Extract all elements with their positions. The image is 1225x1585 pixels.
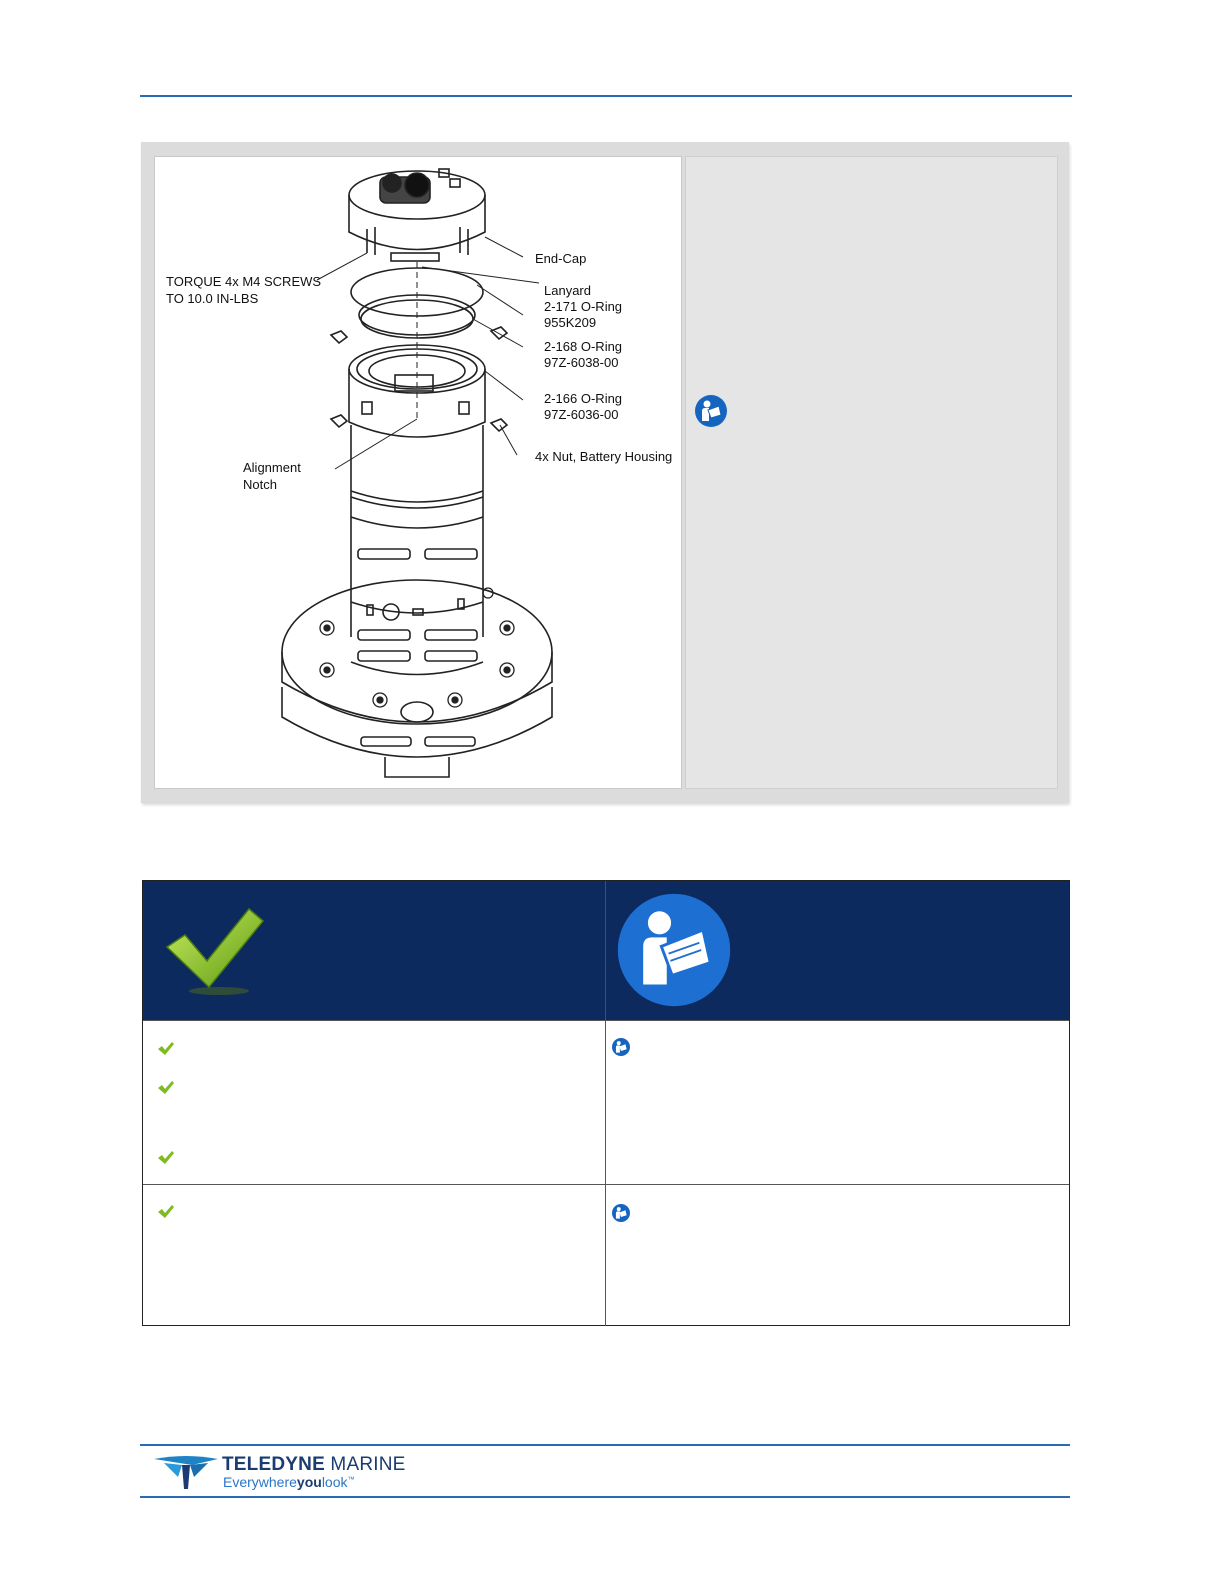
oring-171-part-callout: 955K209 — [544, 315, 597, 330]
row-1-checklist-cell — [143, 1021, 606, 1185]
row-2-manual-cell — [606, 1185, 1069, 1326]
read-manual-icon — [612, 1204, 630, 1222]
footer-rule-bottom — [140, 1496, 1070, 1498]
oring-171-callout: 2-171 O-Ring — [544, 299, 623, 314]
table-header-checklist — [143, 881, 606, 1020]
exploded-view-drawing — [155, 157, 681, 788]
figure-notes-panel — [685, 156, 1058, 789]
checkmark-icon — [157, 1149, 175, 1167]
lanyard-callout: Lanyard — [544, 283, 591, 298]
footer-rule-top — [140, 1444, 1070, 1446]
brand-name — [222, 1454, 406, 1476]
oring-168-part-callout: 97Z-6038-00 — [544, 355, 619, 370]
tagline-part-a: Everywhere — [223, 1474, 297, 1490]
maintenance-table — [142, 880, 1070, 1326]
checkmark-icon — [163, 903, 267, 999]
oring-166-part-callout: 97Z-6036-00 — [544, 407, 619, 422]
tagline-trademark: ™ — [347, 1476, 355, 1484]
checkmark-icon — [157, 1079, 175, 1097]
alignment-callout-line2: Notch — [243, 477, 277, 492]
oring-168-callout: 2-168 O-Ring — [544, 339, 623, 354]
torque-callout-line2: TO 10.0 IN-LBS — [166, 291, 259, 306]
checkmark-icon — [157, 1203, 175, 1221]
header-rule — [140, 95, 1072, 97]
table-row — [143, 1020, 1069, 1185]
torque-callout-line1: TORQUE 4x M4 SCREWS — [166, 274, 322, 289]
battery-housing-diagram — [154, 156, 682, 789]
checkmark-icon — [157, 1040, 175, 1058]
brand-name-bold: TELEDYNE — [222, 1454, 325, 1475]
tagline-part-b: you — [296, 1474, 322, 1490]
alignment-callout-line1: Alignment — [243, 460, 301, 475]
table-row — [143, 1184, 1069, 1326]
tagline-part-c: look — [321, 1474, 348, 1490]
row-2-checklist-cell — [143, 1185, 606, 1326]
brand-name-rest: MARINE — [324, 1454, 406, 1475]
end-cap-callout: End-Cap — [535, 251, 587, 266]
table-header-manual — [606, 881, 1069, 1020]
nut-callout: 4x Nut, Battery Housing — [535, 449, 673, 464]
read-manual-icon — [616, 892, 732, 1008]
oring-166-callout: 2-166 O-Ring — [544, 391, 623, 406]
read-manual-icon — [612, 1038, 630, 1056]
brand-tagline — [223, 1474, 355, 1490]
teledyne-logo-icon — [152, 1455, 220, 1491]
read-manual-icon — [695, 395, 727, 427]
row-1-manual-cell — [606, 1021, 1069, 1185]
